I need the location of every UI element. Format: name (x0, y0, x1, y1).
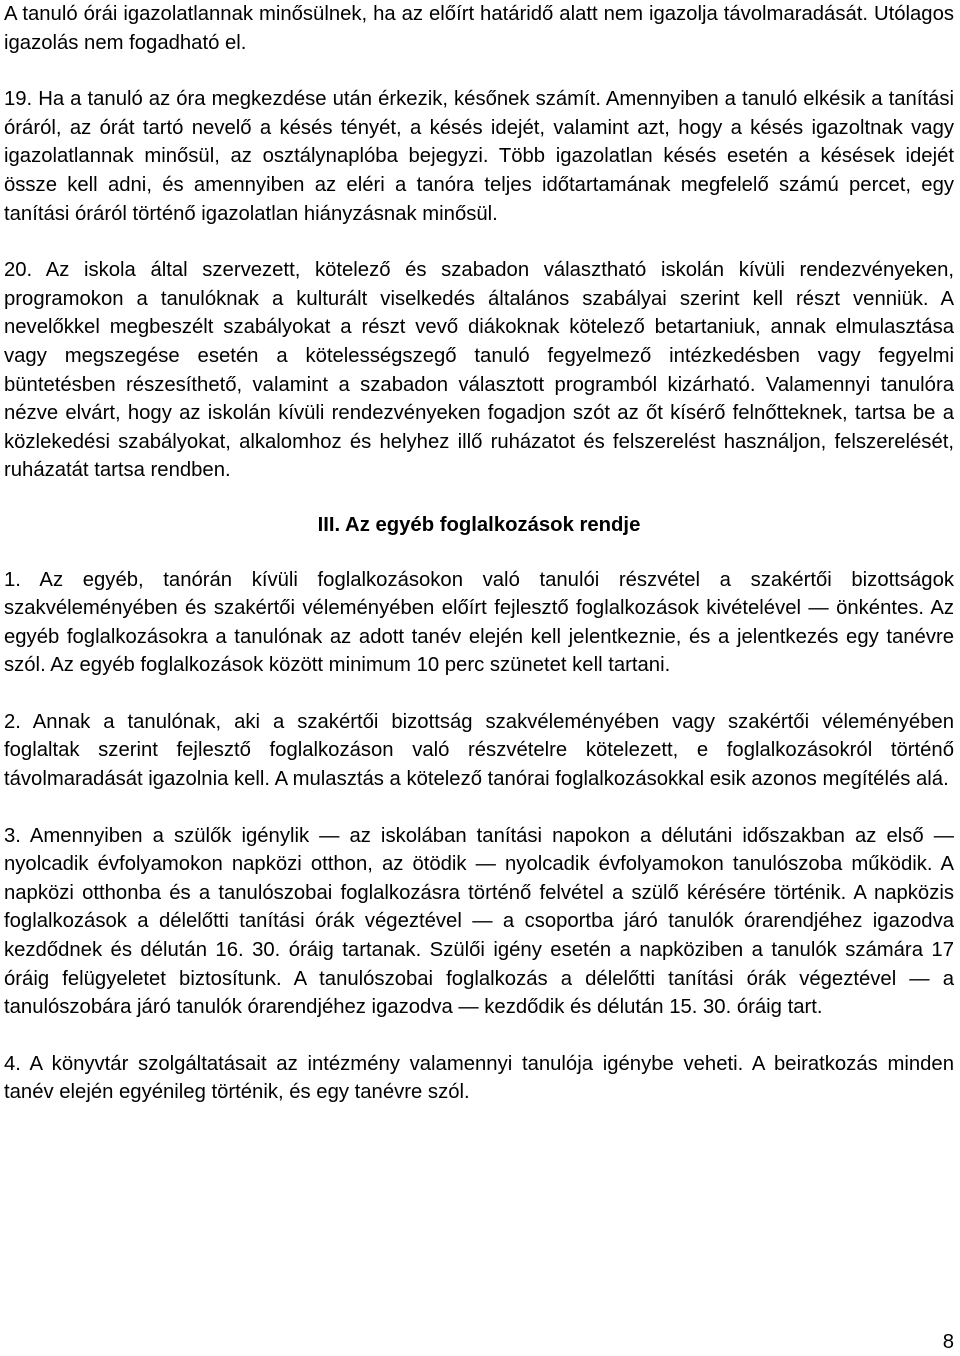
paragraph-2-development-sessions: 2. Annak a tanulónak, aki a szakértői bizottság szakvéleményében vagy szakértői véleményében foglaltak szerint fejlesztő foglalkozáson való részvételre kötelezett, e foglalkozásokról történő távolmaradását igazolnia kell. A mulasztás a kötelező tanórai foglalkozásokkal esik azonos megítélés alá. (4, 710, 954, 791)
paragraph-1-optional-activities: 1. Az egyéb, tanórán kívüli foglalkozásokon való tanulói részvétel a szakértői bizottságok szakvéleményében és szakértői véleményében előírt fejlesztő foglalkozások kivételével — önkéntes. Az egyéb foglalkozásokra a tanulónak az adott tanév elején kell jelentkeznie, és a jelentkezés egy tanévre szól. Az egyéb foglalkozások között minimum 10 perc szünetet kell tartani. (4, 568, 954, 677)
section-heading: III. Az egyéb foglalkozások rendje (317, 513, 641, 536)
document-page (4, 0, 954, 1107)
page-number: 8 (942, 1331, 954, 1353)
paragraph-20-events: 20. Az iskola által szervezett, kötelező és szabadon választható iskolán kívüli rendezvényeken, programokon a tanulóknak a kulturált viselkedés általános szabályai szerint kell részt venniük. A nevelőkkel megbeszélt szabályokat a részt vevő diákoknak kötelező betartaniuk, annak elmulasztása vagy megszegése esetén a kötelességszegő tanuló fegyelmező intézkedésben vagy fegyelmi büntetésben részesíthető, valamint a szabadon választott programból kizárható. Valamennyi tanulóra nézve elvárt, hogy az iskolán kívüli rendezvényeken fogadjon szót az őt kísérő felnőtteknek, tartsa be a közlekedési szabályokat, alkalomhoz és helyhez illő ruházatot és felszerelést használjon, felszerelését, ruházatát tartsa rendben. (4, 259, 954, 482)
paragraph-4-library: 4. A könyvtár szolgáltatásait az intézmény valamennyi tanulója igénybe veheti. A beiratkozás minden tanév elején egyénileg történik, és egy tanévre szól. (4, 1052, 954, 1104)
paragraph-19-lateness: 19. Ha a tanuló az óra megkezdése után érkezik, későnek számít. Amennyiben a tanuló elkésik a tanítási óráról, az órát tartó nevelő a késés tényét, a késés idejét, valamint azt, hogy a késés igazoltnak vagy igazolatlannak minősül, az osztálynaplóba bejegyzi. Több igazolatlan késés esetén a késések idejét össze kell adni, és amennyiben az eléri a tanóra teljes időtartamának megfelelő számú percet, egy tanítási óráról történő igazolatlan hiányzásnak minősül. (4, 88, 954, 225)
paragraph-3-day-care: 3. Amennyiben a szülők igénylik — az iskolában tanítási napokon a délutáni időszakban az első — nyolcadik évfolyamokon napközi otthon, az ötödik — nyolcadik évfolyamokon tanulószoba működik. A napközi otthonba és a tanulószobai foglalkozásra történő felvétel a szülő kérésére történik. A napközis foglalkozások a délelőtti tanítási órák végeztével — a csoportba járó tanulók órarendjéhez igazodva kezdődnek és délután 16. 30. óráig tartanak. Szülői igény esetén a napköziben a tanulók számára 17 óráig felügyeletet biztosítunk. A tanulószobai foglalkozás a délelőtti tanítási órák végeztével — a tanulószobára járó tanulók órarendjéhez igazodva — kezdődik és délután 15. 30. óráig tart. (4, 824, 954, 1019)
paragraph-absence-unexcused: A tanuló órái igazolatlannak minősülnek, ha az előírt határidő alatt nem igazolja távolmaradását. Utólagos igazolás nem fogadható el. (4, 3, 954, 54)
